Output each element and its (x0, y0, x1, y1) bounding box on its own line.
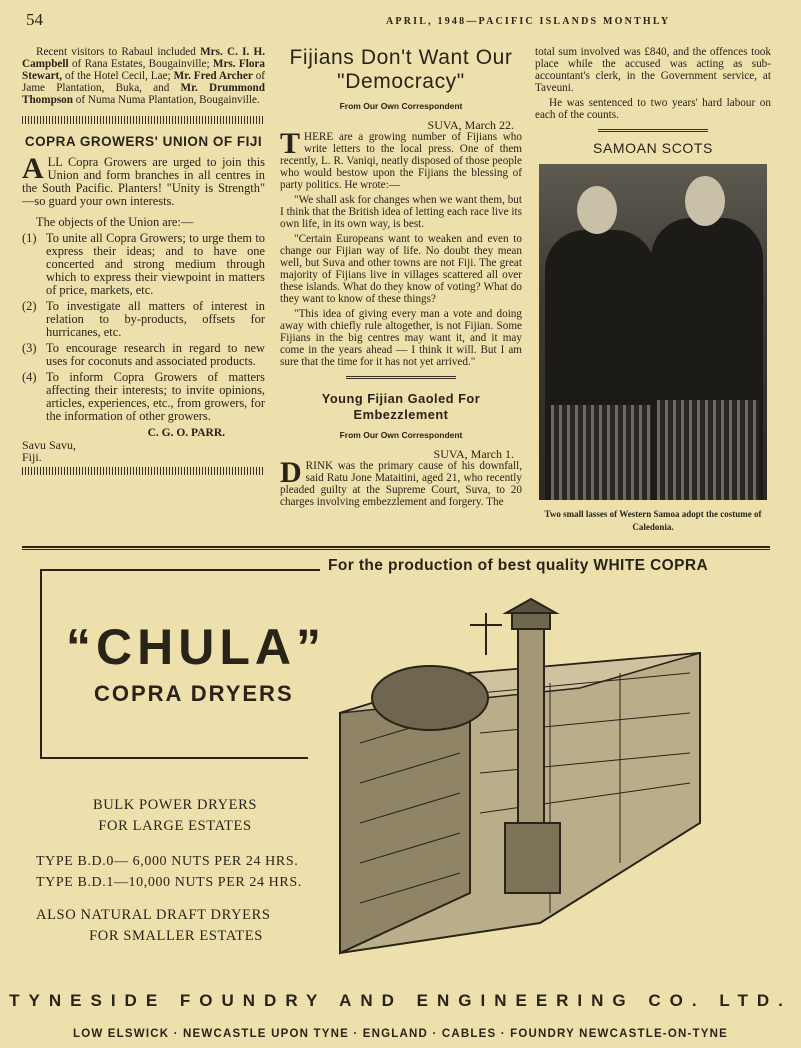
page-number: 54 (26, 10, 43, 29)
byline: From Our Own Correspondent (339, 430, 463, 440)
body-paragraph: "Certain Europeans want to weaken and even to change our Fijian way of life. No doubt they mean well, but Suva and other towns are not Fiji. The great majority of Fijians live in villages scattered all over these islands. What do they know of voting? What do they want to know of these things? (280, 233, 522, 305)
ad-bulk-dryers (60, 795, 290, 837)
copra-dryer-illustration (320, 593, 740, 978)
list-number: (2) (22, 299, 37, 313)
ad-bulk-line-1: BULK POWER DRYERS (92, 797, 258, 813)
ad-frame-top (40, 569, 320, 571)
objects-list-item (22, 300, 265, 339)
byline: From Our Own Correspondent (339, 101, 463, 111)
ad-natural-draft (36, 905, 316, 947)
union-intro-text: LL Copra Growers are urged to join this Union and form branches in all centres in the South Pacific. Planters! "Unity is Strength" —so guard your own interests. (22, 155, 265, 208)
lead-paragraph (280, 127, 522, 191)
list-text: To encourage research in regard to new uses for coconuts and associated products. (46, 341, 265, 368)
drop-cap: A (22, 152, 44, 185)
visitor-text: of Rana Estates, Bougainville; (68, 58, 213, 70)
ad-tagline: For the production of best quality WHITE COPRA (328, 557, 709, 574)
ad-frame-bottom (40, 757, 308, 759)
body-paragraph: "We shall ask for changes when we want them, but I think that the British idea of letting each race live its own life, in its own way, is best. (280, 194, 522, 230)
hatched-divider (22, 116, 265, 124)
ad-types (36, 851, 316, 893)
column-middle (280, 46, 522, 508)
ad-frame-left (40, 569, 42, 759)
headline-democracy: Fijians Don't Want Our "Democracy" (289, 46, 513, 93)
objects-list-item (22, 342, 265, 368)
headline-gaoled: Young Fijian Gaoled For Embezzlement (321, 391, 481, 422)
samoan-girls-photo (539, 164, 767, 500)
list-number: (3) (22, 341, 37, 355)
union-title: COPRA GROWERS' UNION OF FIJI (24, 134, 263, 149)
objects-list-item (22, 371, 265, 423)
ad-product: COPRA DRYERS (94, 681, 294, 706)
objects-list (22, 232, 265, 423)
short-rule (598, 129, 708, 132)
photo-face-left (577, 186, 617, 234)
drop-cap: T (280, 127, 301, 160)
visitor-text: of Jame Plantation, Buka, and (22, 70, 266, 94)
signature-place: Savu Savu, (22, 438, 76, 452)
visitor-name: Mrs. Flora Stewart, (22, 58, 265, 82)
column-left (22, 46, 265, 485)
samoan-scots-title: SAMOAN SCOTS (593, 140, 713, 156)
ad-bulk-line-2: FOR LARGE ESTATES (98, 818, 252, 834)
lead-text: RINK was the primary cause of his downfall, said Ratu Jone Mataitini, aged 21, who recently pleaded guilty at the Supreme Court, Suva, to 20 charges involving embezzlement and forgery. The (280, 460, 522, 508)
ad-natural-line-1: ALSO NATURAL DRAFT DRYERS (36, 907, 271, 923)
visitor-name: Mr. Fred Archer (173, 70, 253, 82)
column-right (535, 46, 771, 534)
continued-paragraph: He was sentenced to two years' hard labour on each of the counts. (535, 97, 771, 121)
photo-kilt-left (551, 405, 651, 500)
list-number: (4) (22, 370, 37, 384)
visitor-text: of the Hotel Cecil, Lae; (62, 70, 174, 82)
visitor-text: Recent visitors to Rabaul included (36, 46, 201, 58)
short-rule (346, 376, 456, 379)
photo-face-right (685, 176, 725, 226)
chula-advertisement (0, 555, 801, 1048)
drop-cap: D (280, 456, 302, 489)
list-text: To inform Copra Growers of matters affecting their interests; to invite opinions, articles, experiences, etc., from growers, for the information of other growers. (46, 370, 265, 423)
continued-paragraph: total sum involved was £840, and the offences took place while the accused was acting as sub-accountant's clerk, in the Government service, at Taveuni. (535, 46, 771, 94)
photo-kilt-right (657, 400, 759, 500)
dateline: SUVA, March 1. (433, 447, 514, 461)
photo-caption: Two small lasses of Western Samoa adopt the costume of Caledonia. (544, 509, 762, 532)
running-title: APRIL, 1948—PACIFIC ISLANDS MONTHLY (386, 16, 671, 27)
lead-paragraph (280, 456, 522, 508)
objects-list-item (22, 232, 265, 297)
ad-type-bd0: TYPE B.D.0— 6,000 NUTS PER 24 HRS. (36, 854, 299, 869)
section-rule (22, 546, 770, 550)
list-text: To investigate all matters of interest in relation to by-products, offsets for hurricanes, etc. (46, 299, 265, 339)
signature-country: Fiji. (22, 450, 42, 464)
dateline: SUVA, March 22. (427, 118, 514, 132)
visitor-text: of Numa Numa Plantation, Bougainville. (73, 94, 260, 106)
body-paragraph: "This idea of giving every man a vote and doing away with chiefly rule altogether, is not Fijian. Some Fijians in the big centres may want it, and it may come in the years ahead — I think it will. But I am sure that the time for it has not yet arrived." (280, 308, 522, 368)
signature: C. G. O. PARR. (147, 427, 225, 439)
visitor-name: Mrs. C. I. H. Campbell (22, 46, 265, 70)
lead-text: HERE are a growing number of Fijians who write letters to the local press. One of them recently, L. R. Vaniqi, neatly disposed of those people who would bestow upon the Fijians the blessing of party politics. He wrote:— (280, 131, 522, 191)
ad-address: LOW ELSWICK · NEWCASTLE UPON TYNE · ENGLAND · CABLES · FOUNDRY NEWCASTLE-ON-TYNE (72, 1028, 728, 1040)
visitor-name: Mr. Drummond Thompson (22, 82, 265, 106)
objects-heading: The objects of the Union are:— (36, 215, 194, 229)
ad-manufacturer: TYNESIDE FOUNDRY AND ENGINEERING CO. LTD. (9, 991, 792, 1010)
union-intro (22, 152, 265, 208)
visitors-paragraph (22, 46, 265, 106)
list-text: To unite all Copra Growers; to urge them to express their ideas; and to have one concerted and strong medium through which to express their viewpoint in matters of price, markets, etc. (46, 231, 265, 297)
ad-type-bd1: TYPE B.D.1—10,000 NUTS PER 24 HRS. (36, 875, 302, 890)
ad-natural-line-2: FOR SMALLER ESTATES (89, 928, 263, 944)
ad-brand: “CHULA” (66, 619, 326, 675)
hatched-divider (22, 467, 265, 475)
list-number: (1) (22, 231, 37, 245)
